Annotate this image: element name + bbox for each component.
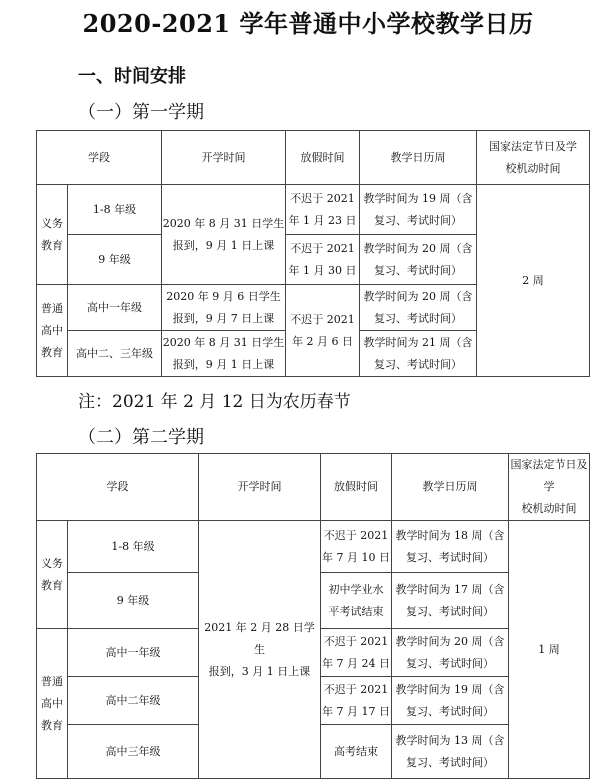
holiday-time: 高考结束 xyxy=(321,725,392,779)
stage-compulsory: 义务 教育 xyxy=(37,521,68,629)
header-start: 开学时间 xyxy=(199,454,321,521)
table-row xyxy=(37,185,590,235)
holiday-time: 不迟于 2021 年 1 月 23 日 xyxy=(286,185,360,235)
grade-1-8: 1-8 年级 xyxy=(68,521,199,573)
teaching-weeks: 教学时间为 19 周（含 复习、考试时间） xyxy=(360,185,477,235)
header-holiday: 放假时间 xyxy=(286,131,360,185)
teaching-weeks: 教学时间为 18 周（含 复习、考试时间） xyxy=(392,521,509,573)
holiday-time: 初中学业水 平考试结束 xyxy=(321,573,392,629)
term1-table xyxy=(36,130,590,377)
teaching-weeks: 教学时间为 20 周（含 复习、考试时间） xyxy=(392,629,509,677)
holiday-time: 不迟于 2021 年 2 月 6 日 xyxy=(286,285,360,377)
stage-general-high: 普通 高中 教育 xyxy=(37,629,68,779)
holiday-time: 不迟于 2021 年 1 月 30 日 xyxy=(286,235,360,285)
spring-festival-note: 注：2021 年 2 月 12 日为农历春节 xyxy=(78,392,351,412)
teaching-weeks: 教学时间为 13 周（含 复习、考试时间） xyxy=(392,725,509,779)
grade-9: 9 年级 xyxy=(68,235,162,285)
term2-table xyxy=(36,453,590,779)
grade-hs1: 高中一年级 xyxy=(68,285,162,331)
stage-general-high: 普通 高中 教育 xyxy=(37,285,68,377)
teaching-weeks: 教学时间为 20 周（含 复习、考试时间） xyxy=(360,285,477,331)
grade-1-8: 1-8 年级 xyxy=(68,185,162,235)
term2-heading: （二）第二学期 xyxy=(78,427,204,448)
holiday-time: 不迟于 2021 年 7 月 10 日 xyxy=(321,521,392,573)
grade-hs2: 高中二年级 xyxy=(68,677,199,725)
flex-time: 2 周 xyxy=(477,185,590,377)
start-time: 2020 年 8 月 31 日学生 报到，9 月 1 日上课 xyxy=(162,331,286,377)
flex-time: 1 周 xyxy=(509,521,590,779)
header-weeks: 教学日历周 xyxy=(360,131,477,185)
header-holiday: 放假时间 xyxy=(321,454,392,521)
table-row xyxy=(37,521,590,573)
term1-heading: （一）第一学期 xyxy=(78,102,204,123)
table-header-row xyxy=(37,454,590,521)
header-stage: 学段 xyxy=(37,131,162,185)
stage-compulsory: 义务 教育 xyxy=(37,185,68,285)
holiday-time: 不迟于 2021 年 7 月 17 日 xyxy=(321,677,392,725)
header-national: 国家法定节日及学 校机动时间 xyxy=(477,131,590,185)
table-header-row xyxy=(37,131,590,185)
start-time: 2021 年 2 月 28 日学生 报到，3 月 1 日上课 xyxy=(199,521,321,779)
start-time: 2020 年 9 月 6 日学生 报到，9 月 7 日上课 xyxy=(162,285,286,331)
grade-9: 9 年级 xyxy=(68,573,199,629)
grade-hs23: 高中二、三年级 xyxy=(68,331,162,377)
teaching-weeks: 教学时间为 20 周（含 复习、考试时间） xyxy=(360,235,477,285)
grade-hs1: 高中一年级 xyxy=(68,629,199,677)
teaching-weeks: 教学时间为 17 周（含 复习、考试时间） xyxy=(392,573,509,629)
teaching-weeks: 教学时间为 21 周（含 复习、考试时间） xyxy=(360,331,477,377)
section-heading: 一、时间安排 xyxy=(78,66,186,87)
page-title: 2020-2021 学年普通中小学校教学日历 xyxy=(82,9,534,38)
header-stage: 学段 xyxy=(37,454,199,521)
teaching-weeks: 教学时间为 19 周（含 复习、考试时间） xyxy=(392,677,509,725)
holiday-time: 不迟于 2021 年 7 月 24 日 xyxy=(321,629,392,677)
header-national: 国家法定节日及学 校机动时间 xyxy=(509,454,590,521)
header-weeks: 教学日历周 xyxy=(392,454,509,521)
grade-hs3: 高中三年级 xyxy=(68,725,199,779)
header-start: 开学时间 xyxy=(162,131,286,185)
start-time: 2020 年 8 月 31 日学生 报到，9 月 1 日上课 xyxy=(162,185,286,285)
